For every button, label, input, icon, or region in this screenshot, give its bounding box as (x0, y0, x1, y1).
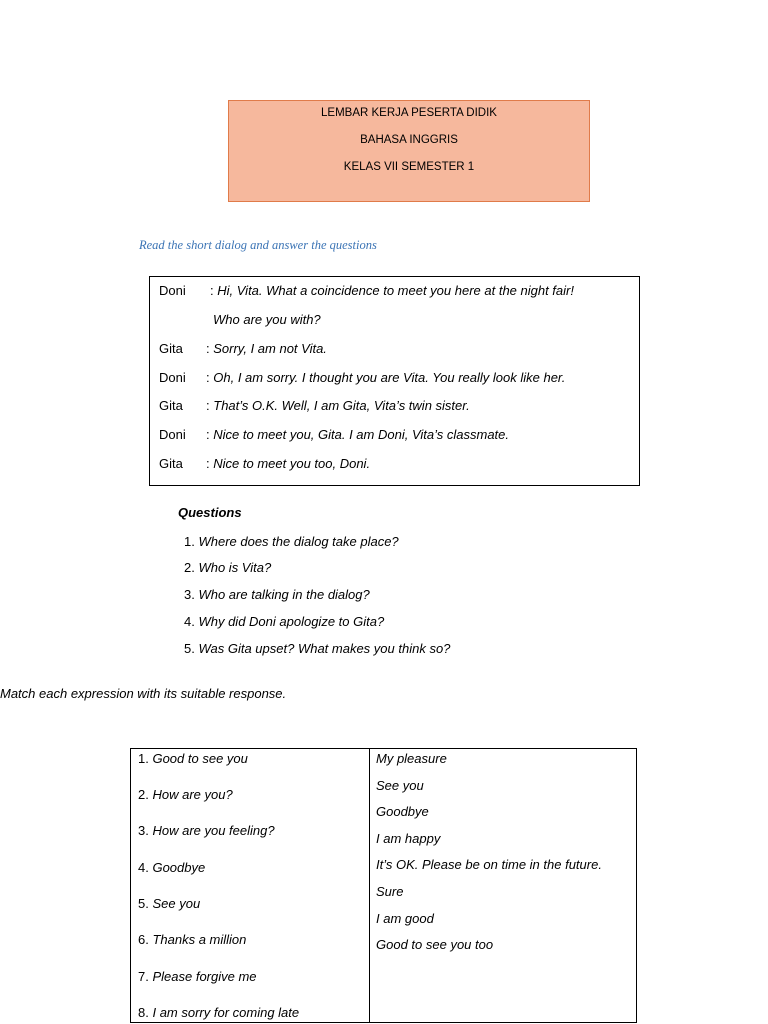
response-item: See you (376, 778, 424, 793)
expression-text: Please forgive me (152, 969, 257, 984)
question-number: 5. (184, 641, 195, 656)
question-number: 3. (184, 587, 195, 602)
expression-number: 3. (138, 823, 149, 838)
response-item: It’s OK. Please be on time in the future. (376, 857, 602, 872)
dialog-line (206, 341, 327, 356)
response-item: I am good (376, 911, 434, 926)
dialog-speaker: Doni (159, 283, 186, 298)
header-subject: BAHASA INGGRIS (360, 134, 458, 146)
question-text: Why did Doni apologize to Gita? (198, 614, 385, 629)
expression-text: How are you feeling? (152, 823, 275, 838)
dialog-line (206, 398, 470, 413)
question-item (184, 587, 370, 602)
expression-item (138, 751, 248, 766)
dialog-instruction: Read the short dialog and answer the questions (139, 238, 377, 252)
expression-text: How are you? (152, 787, 233, 802)
colon: : (206, 341, 210, 356)
dialog-line (206, 370, 565, 385)
dialog-line (210, 283, 574, 298)
question-item (184, 560, 271, 575)
colon: : (206, 427, 210, 442)
dialog-speaker: Doni (159, 427, 186, 442)
matching-instruction: Match each expression with its suitable response. (0, 686, 287, 701)
expression-item (138, 896, 200, 911)
colon: : (206, 456, 210, 471)
expression-item (138, 969, 257, 984)
expression-text: I am sorry for coming late (152, 1005, 300, 1020)
matching-table (130, 748, 637, 1023)
dialog-text: Nice to meet you, Gita. I am Doni, Vita’s classmate. (213, 427, 509, 442)
dialog-speaker: Gita (159, 398, 183, 413)
expression-number: 7. (138, 969, 149, 984)
response-item: I am happy (376, 831, 441, 846)
questions-title: Questions (178, 505, 242, 520)
dialog-box (149, 276, 640, 486)
dialog-line (206, 427, 509, 442)
dialog-text: That’s O.K. Well, I am Gita, Vita’s twin sister. (213, 398, 470, 413)
expression-text: Thanks a million (152, 932, 247, 947)
expression-item (138, 1005, 299, 1020)
dialog-text: Oh, I am sorry. I thought you are Vita. You really look like her. (213, 370, 566, 385)
expression-number: 5. (138, 896, 149, 911)
dialog-line (206, 456, 370, 471)
dialog-speaker: Gita (159, 456, 183, 471)
expression-item (138, 932, 246, 947)
dialog-text: Hi, Vita. What a coincidence to meet you here at the night fair! (217, 283, 574, 298)
expression-number: 2. (138, 787, 149, 802)
expression-number: 4. (138, 860, 149, 875)
question-text: Who is Vita? (198, 560, 272, 575)
expression-number: 8. (138, 1005, 149, 1020)
expression-item (138, 787, 233, 802)
header-title: LEMBAR KERJA PESERTA DIDIK (321, 107, 497, 119)
expression-item (138, 860, 205, 875)
response-item: Good to see you too (376, 937, 494, 952)
question-text: Where does the dialog take place? (198, 534, 399, 549)
response-item: My pleasure (376, 751, 447, 766)
expression-text: See you (152, 896, 201, 911)
expression-number: 1. (138, 751, 149, 766)
dialog-text: Nice to meet you too, Doni. (213, 456, 371, 471)
dialog-text: Sorry, I am not Vita. (213, 341, 327, 356)
question-item (184, 641, 450, 656)
question-text: Was Gita upset? What makes you think so? (198, 641, 451, 656)
column-divider (369, 749, 370, 1022)
question-text: Who are talking in the dialog? (198, 587, 370, 602)
expression-item (138, 823, 275, 838)
expression-text: Good to see you (152, 751, 248, 766)
header-class: KELAS VII SEMESTER 1 (343, 161, 475, 173)
expression-text: Goodbye (152, 860, 206, 875)
colon: : (210, 283, 214, 298)
dialog-speaker: Gita (159, 341, 183, 356)
response-item: Sure (376, 884, 404, 899)
question-item (184, 614, 384, 629)
question-number: 2. (184, 560, 195, 575)
response-item: Goodbye (376, 804, 429, 819)
dialog-speaker: Doni (159, 370, 186, 385)
colon: : (206, 370, 210, 385)
question-number: 4. (184, 614, 195, 629)
worksheet-header (228, 100, 590, 202)
question-item (184, 534, 399, 549)
expression-number: 6. (138, 932, 149, 947)
question-number: 1. (184, 534, 195, 549)
dialog-text: Who are you with? (213, 312, 321, 327)
colon: : (206, 398, 210, 413)
